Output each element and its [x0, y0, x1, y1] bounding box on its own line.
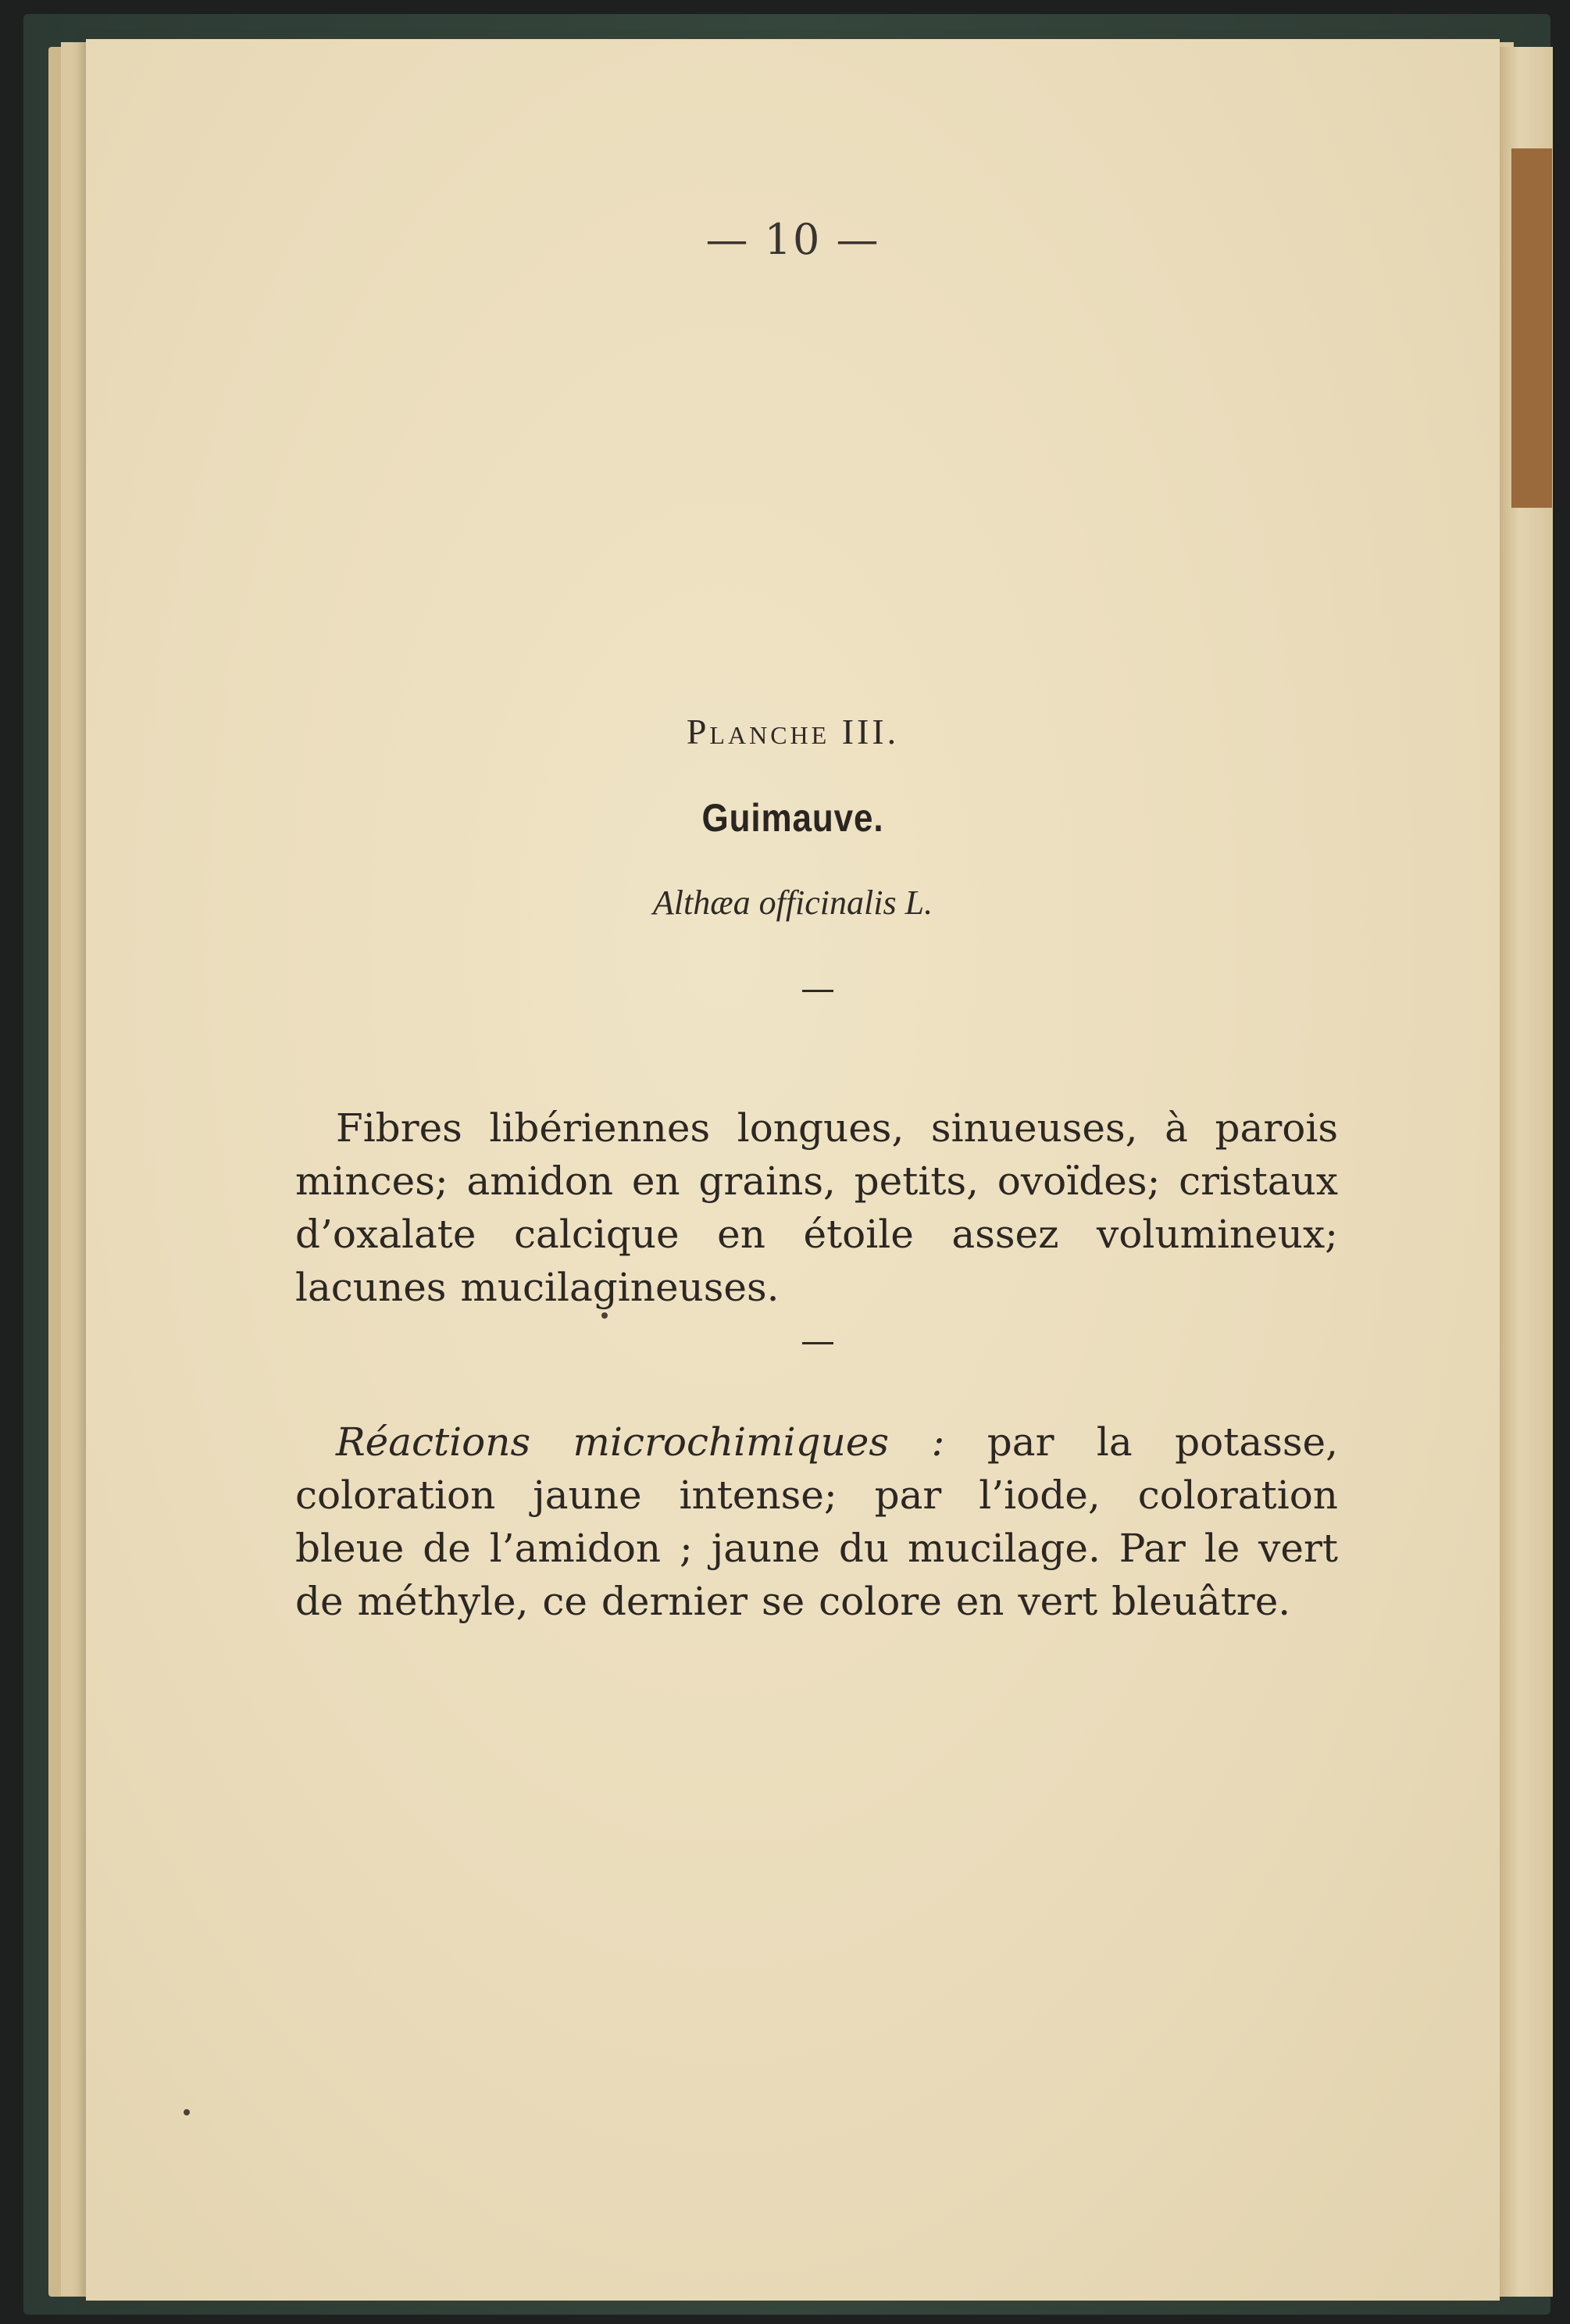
plate-heading: Planche III.	[686, 712, 900, 751]
page-number: — 10 —	[705, 215, 880, 264]
ink-speck	[184, 2109, 190, 2115]
ink-speck	[601, 1312, 608, 1319]
section-separator	[802, 1342, 833, 1344]
reactions-paragraph	[295, 1415, 1338, 1628]
reactions-lead: Réactions microchimiques :	[336, 1419, 945, 1465]
binding-tab	[1511, 148, 1552, 508]
reactions-body: par la potasse, coloration jaune intense; par l’iode, coloration bleue de l’amidon ; jaune du mucilage. Par le vert de méthyle, ce dernier se colore en vert bleuâtre.	[295, 1419, 1338, 1624]
description-paragraph: Fibres libériennes longues, sinueuses, à parois minces; amidon en grains, petits, ovoïdes; cristaux d’oxalate calcique en étoile assez volumineux; lacunes mucilagineuses.	[295, 1105, 1338, 1310]
latin-name: Althæa officinalis L.	[652, 884, 933, 922]
plant-name: Guimauve.	[701, 796, 884, 840]
section-separator	[802, 990, 833, 992]
book-page	[86, 39, 1500, 2301]
page-text-area	[86, 39, 1500, 2301]
